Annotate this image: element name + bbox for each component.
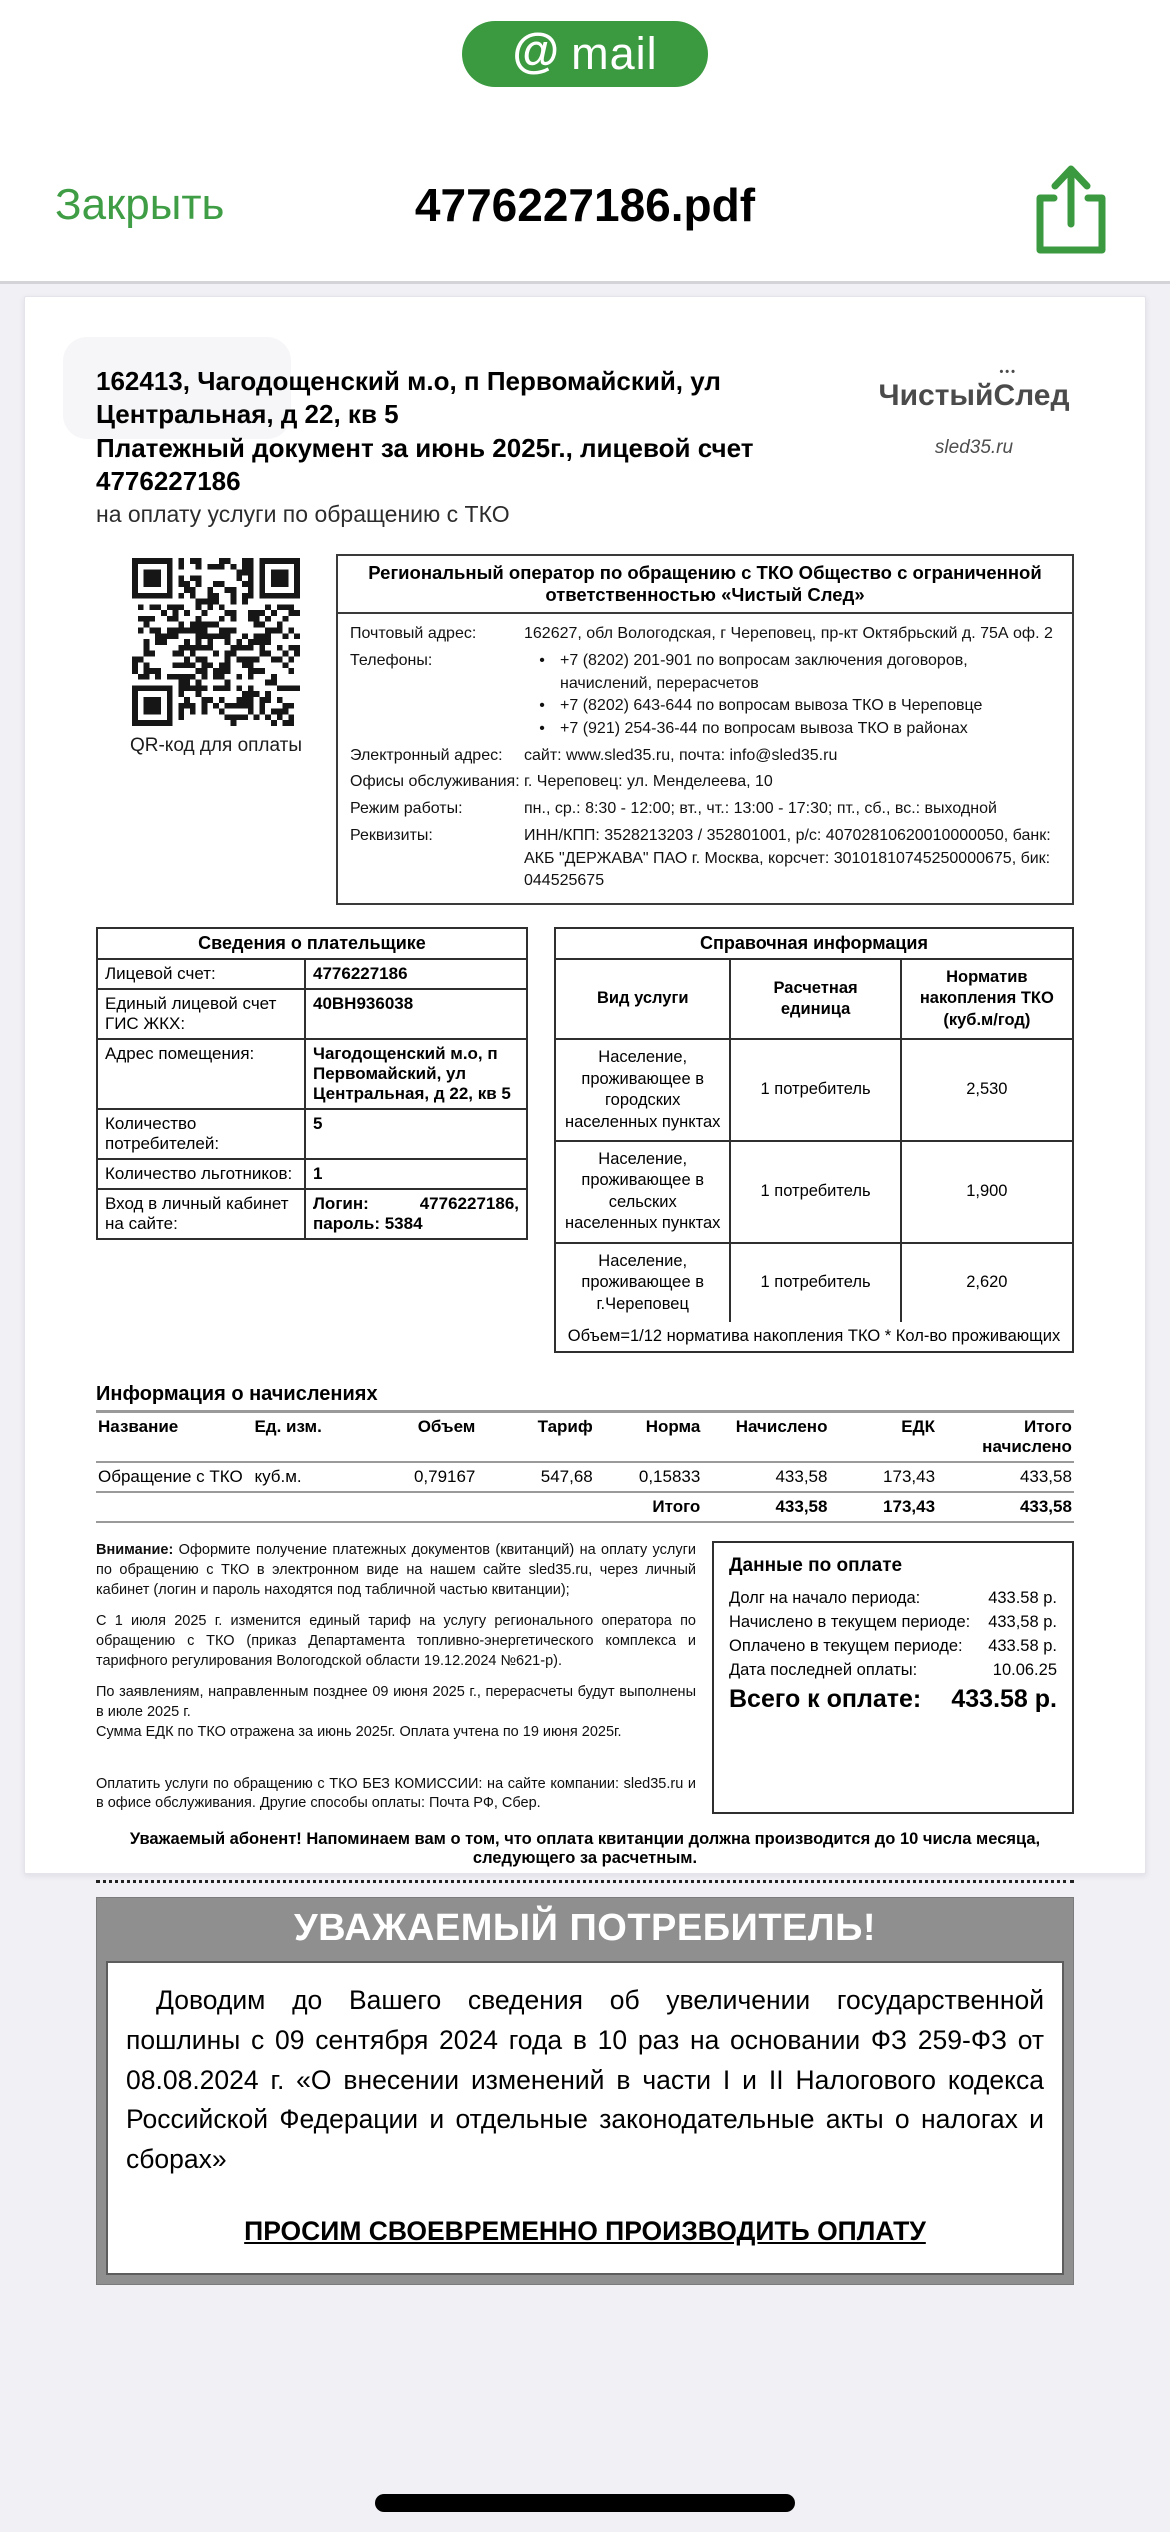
service-line: на оплату услуги по обращению с ТКО: [96, 501, 510, 528]
payment-row-label: Долг на начало периода:: [729, 1589, 921, 1608]
banner-body-text: Доводим до Вашего сведения об увеличении государственной пошлины с 09 сентября 2024 года в 10 раз на основании ФЗ 259-ФЗ от 08.08.2024 г. «О внесении изменений в части I и II Налогового кодекса Российской Федерации и отдельные законодательные акты о налогах и сборах»: [126, 1985, 1044, 2174]
accruals-cell: куб.м.: [254, 1467, 302, 1487]
operator-row: [350, 798, 1060, 821]
accruals-title: Информация о начислениях: [96, 1383, 1074, 1413]
mail-ru-logo: [462, 21, 708, 87]
operator-value-line: 162627, обл Вологодская, г Череповец, пр-кт Октябрьский д. 75А оф. 2: [524, 625, 1053, 643]
operator-row-label: Режим работы:: [350, 800, 463, 818]
operator-phone-line: [524, 650, 1060, 695]
company-site: sled35.ru: [934, 437, 1014, 458]
note-paragraph: По заявлениям, направленным позднее 09 июня 2025 г., перерасчеты будут выполнены в июле 2025 г.: [96, 1684, 696, 1721]
pdf-page: [24, 296, 1146, 2246]
banner-title: УВАЖАЕМЫЙ ПОТРЕБИТЕЛЬ!: [293, 1907, 877, 1949]
payer-address-block: [96, 365, 874, 528]
payment-row: [729, 1635, 1057, 1659]
operator-table-body: [338, 614, 1072, 903]
payer-row-value: 40ВН936038: [313, 993, 414, 1013]
pdf-viewer-navbar: [0, 168, 1170, 260]
accruals-total-cell: [96, 1497, 252, 1517]
accruals-cell: 0,15833: [638, 1467, 701, 1487]
payment-row-value: 433.58 р.: [988, 1636, 1057, 1655]
payer-row-value: 1: [313, 1163, 323, 1183]
operator-value-line: сайт: www.sled35.ru, почта: info@sled35.ru: [524, 746, 838, 764]
qr-block: [96, 554, 336, 905]
payment-row-label: Начислено в текущем периоде:: [729, 1613, 971, 1632]
payer-row-label: Лицевой счет:: [98, 960, 306, 988]
payer-info-table: [96, 927, 528, 1240]
operator-row-label: Телефоны:: [350, 651, 433, 669]
accruals-header-row: [96, 1413, 1074, 1463]
bullet-icon: •: [539, 697, 545, 715]
reference-header-row: [556, 960, 1072, 1040]
accruals-total-cell: [477, 1497, 594, 1517]
navbar-divider: [0, 281, 1170, 284]
operator-phone-line: [524, 718, 1060, 741]
reference-cell: Население, проживающее в г.Череповец: [556, 1244, 731, 1322]
accruals-header-cell: Итого начислено: [982, 1417, 1072, 1457]
operator-row-label: Реквизиты:: [350, 826, 433, 844]
reference-row: [556, 1040, 1072, 1142]
operator-value-line: ИНН/КПП: 3528213203 / 352801001, р/с: 40702810620010000050, банк: АКБ "ДЕРЖАВА" ПАО г. Москва, корсчет: 30101810745250000675, бик: 044525675: [524, 826, 1051, 890]
accruals-total-cell: 433,58: [1019, 1497, 1072, 1517]
payment-row-label: Дата последней оплаты:: [729, 1660, 918, 1679]
consumer-banner: [96, 1897, 1074, 2285]
payment-row-label: Оплачено в текущем периоде:: [729, 1636, 963, 1655]
qr-code: [132, 558, 300, 726]
payer-row-value: 5: [313, 1113, 323, 1133]
note-paragraph: Внимание: Оформите получение платежных документов (квитанций) на оплату услуги по обращению с ТКО в электронном виде на нашем сайте sled35.ru, через личный кабинет (логин и пароль находятся под табличной частью квитанции);: [96, 1542, 696, 1598]
payment-total-value: 433.58 р.: [951, 1684, 1057, 1713]
payment-data-box: [712, 1541, 1074, 1814]
operator-value-line: пн., ср.: 8:30 - 12:00; вт., чт.: 13:00 - 17:30; пт., сб., вс.: выходной: [524, 800, 997, 818]
operator-table-title: Региональный оператор по обращению с ТКО Общество с ограниченной ответственностью «Чистый След»: [338, 556, 1072, 614]
footprint-icon: С •••: [993, 366, 1018, 412]
operator-row: [350, 825, 1060, 893]
reference-cell: 1 потребитель: [731, 1142, 901, 1242]
accruals-header-cell: Норма: [645, 1417, 701, 1437]
accruals-total-row: [96, 1493, 1074, 1523]
operator-row-value: [524, 623, 1060, 646]
payer-row: [98, 960, 526, 990]
dotted-separator: [96, 1880, 1074, 1883]
operator-row-value: [524, 771, 1060, 794]
accruals-header-cell: Ед. изм.: [254, 1417, 322, 1437]
close-button[interactable]: Закрыть: [55, 180, 225, 229]
operator-row-value: [524, 798, 1060, 821]
accruals-cell: 173,43: [883, 1467, 936, 1487]
payer-row: [98, 990, 526, 1040]
operator-row: [350, 771, 1060, 794]
document-title: 4776227186.pdf: [414, 179, 756, 231]
reference-cell: 1 потребитель: [731, 1244, 901, 1322]
notes-block: [96, 1541, 696, 1814]
accruals-total-cell: [350, 1497, 477, 1517]
accruals-total-cell: 173,43: [883, 1497, 936, 1517]
payment-reminder: Уважаемый абонент! Напоминаем вам о том, что оплата квитанции должна производится до 10 числа месяца, следующего за расчетным.: [129, 1830, 1041, 1867]
reference-cell: 2,530: [966, 1080, 1008, 1099]
banner-body-box: [106, 1961, 1064, 2275]
banner-cta-text: ПРОСИМ СВОЕВРЕМЕННО ПРОИЗВОДИТЬ ОПЛАТУ: [244, 2215, 926, 2246]
reference-cell: 2,620: [966, 1273, 1008, 1292]
operator-row: [350, 650, 1060, 741]
payment-row-value: 10.06.25: [992, 1660, 1057, 1679]
accruals-cell: Обращение с ТКО: [98, 1467, 243, 1487]
accruals-total-cell: 433,58: [775, 1497, 828, 1517]
operator-row-label: Почтовый адрес:: [350, 625, 477, 643]
accruals-cell: 433,58: [775, 1467, 828, 1487]
operator-row-label: Электронный адрес:: [350, 746, 503, 764]
bullet-icon: •: [539, 719, 545, 737]
home-indicator[interactable]: [375, 2494, 795, 2512]
payer-row: [98, 1110, 526, 1160]
accruals-total-cell: [252, 1497, 350, 1517]
accruals-header-cell: ЕДК: [901, 1417, 936, 1437]
payer-row-value: 4776227186: [313, 963, 408, 983]
pdf-scroll-area[interactable]: [0, 284, 1170, 2532]
reference-header-cell: Расчетная единица: [731, 960, 901, 1038]
payer-table-title: Сведения о плательщике: [98, 929, 526, 960]
top-app-bar: [0, 0, 1170, 281]
note-paragraph: С 1 июля 2025 г. изменится единый тариф на услугу регионального оператора по обращению с ТКО (приказ Департамента топливно-энергетического комплекса и тарифного регулирования Вологодской области 19.12.2024 №621-р).: [96, 1613, 696, 1669]
payer-row-label: Вход в личный кабинет на сайте:: [98, 1190, 306, 1238]
payer-address: 162413, Чагодощенский м.о, п Первомайский, ул Центральная, д 22, кв 5: [96, 366, 721, 430]
operator-phone-line: [524, 695, 1060, 718]
payment-row-value: 433,58 р.: [988, 1613, 1057, 1632]
operator-value-line: г. Череповец: ул. Менделеева, 10: [524, 773, 773, 791]
reference-cell: 1,900: [966, 1182, 1008, 1201]
share-icon: [1028, 162, 1114, 258]
share-button[interactable]: [1028, 162, 1114, 258]
payment-total-row: [729, 1685, 1057, 1714]
payment-row: [729, 1611, 1057, 1635]
payer-row-label: Адрес помещения:: [98, 1040, 306, 1108]
payer-row-value: Чагодощенский м.о, п Первомайский, ул Центральная, д 22, кв 5: [313, 1043, 511, 1103]
accruals-header-cell: Начислено: [735, 1417, 828, 1437]
payer-row-label: Количество потребителей:: [98, 1110, 306, 1158]
reference-cell: Население, проживающее в сельских населенных пунктах: [556, 1142, 731, 1242]
company-logo-block: [874, 365, 1074, 528]
accruals-header-cell: Название: [98, 1417, 179, 1437]
reference-row: [556, 1142, 1072, 1244]
accruals-cell: 433,58: [1019, 1467, 1072, 1487]
operator-row-value: [524, 745, 1060, 768]
operator-row: [350, 745, 1060, 768]
payer-row-label: Единый лицевой счет ГИС ЖКХ:: [98, 990, 306, 1038]
qr-caption: QR-код для оплаты: [129, 735, 303, 757]
operator-info-table: [336, 554, 1074, 905]
reference-header-cell: Вид услуги: [556, 960, 731, 1038]
operator-row-value: [524, 825, 1060, 893]
accruals-data-row: [96, 1463, 1074, 1493]
accruals-header-cell: Тариф: [537, 1417, 593, 1437]
reference-info-table: [554, 927, 1074, 1353]
payment-row-value: 433.58 р.: [988, 1589, 1057, 1608]
operator-row-label: Офисы обслуживания:: [350, 773, 520, 791]
payment-document-line: Платежный документ за июнь 2025г., лицевой счет 4776227186: [96, 432, 754, 496]
bullet-icon: •: [539, 651, 545, 669]
phone-text: +7 (8202) 643-644 по вопросам вывоза ТКО в Череповце: [560, 697, 983, 715]
accruals-cell: 547,68: [540, 1467, 593, 1487]
reference-row: [556, 1244, 1072, 1322]
payer-row: [98, 1160, 526, 1190]
accruals-cell: 0,79167: [413, 1467, 476, 1487]
mail-logo-text: mail: [571, 28, 658, 79]
payment-box-title: Данные по оплате: [729, 1555, 903, 1577]
payer-row-label: Количество льготников:: [98, 1160, 306, 1188]
company-logo: ЧистыйС ••• лед: [878, 366, 1070, 412]
document-header: [96, 365, 1074, 528]
reference-table-footer: Объем=1/12 норматива накопления ТКО * Кол-во проживающих: [567, 1327, 1061, 1346]
reference-cell: 1 потребитель: [731, 1040, 901, 1140]
payment-total-label: Всего к оплате:: [729, 1684, 922, 1713]
phone-text: +7 (921) 254-36-44 по вопросам вывоза ТКО в районах: [560, 719, 968, 737]
reference-cell: Население, проживающее в городских населенных пунктах: [556, 1040, 731, 1140]
accruals-section: [96, 1383, 1074, 1523]
reference-header-cell: Норматив накопления ТКО (куб.м/год): [919, 967, 1054, 1029]
operator-row: [350, 623, 1060, 646]
phone-text: +7 (8202) 201-901 по вопросам заключения договоров, начислений, перерасчетов: [560, 651, 968, 692]
payer-row-value: Логин: 4776227186, пароль: 5384: [313, 1193, 519, 1233]
payment-row: [729, 1587, 1057, 1611]
reference-table-title: Справочная информация: [556, 929, 1072, 960]
note-paragraph: Оплатить услуги по обращению с ТКО БЕЗ КОМИССИИ: на сайте компании: sled35.ru и в офисе обслуживания. Другие способы оплаты: Почта РФ, Сбер.: [96, 1775, 696, 1812]
accruals-header-cell: Объем: [417, 1417, 476, 1437]
payer-row: [98, 1190, 526, 1238]
accruals-total-cell: Итого: [652, 1497, 701, 1517]
note-paragraph: Сумма ЕДК по ТКО отражена за июнь 2025г. Оплата учтена по 19 июня 2025г.: [96, 1723, 622, 1740]
operator-row-value: [524, 650, 1060, 741]
payer-row: [98, 1040, 526, 1110]
at-sign-icon: @: [512, 25, 560, 78]
payment-row: [729, 1659, 1057, 1683]
